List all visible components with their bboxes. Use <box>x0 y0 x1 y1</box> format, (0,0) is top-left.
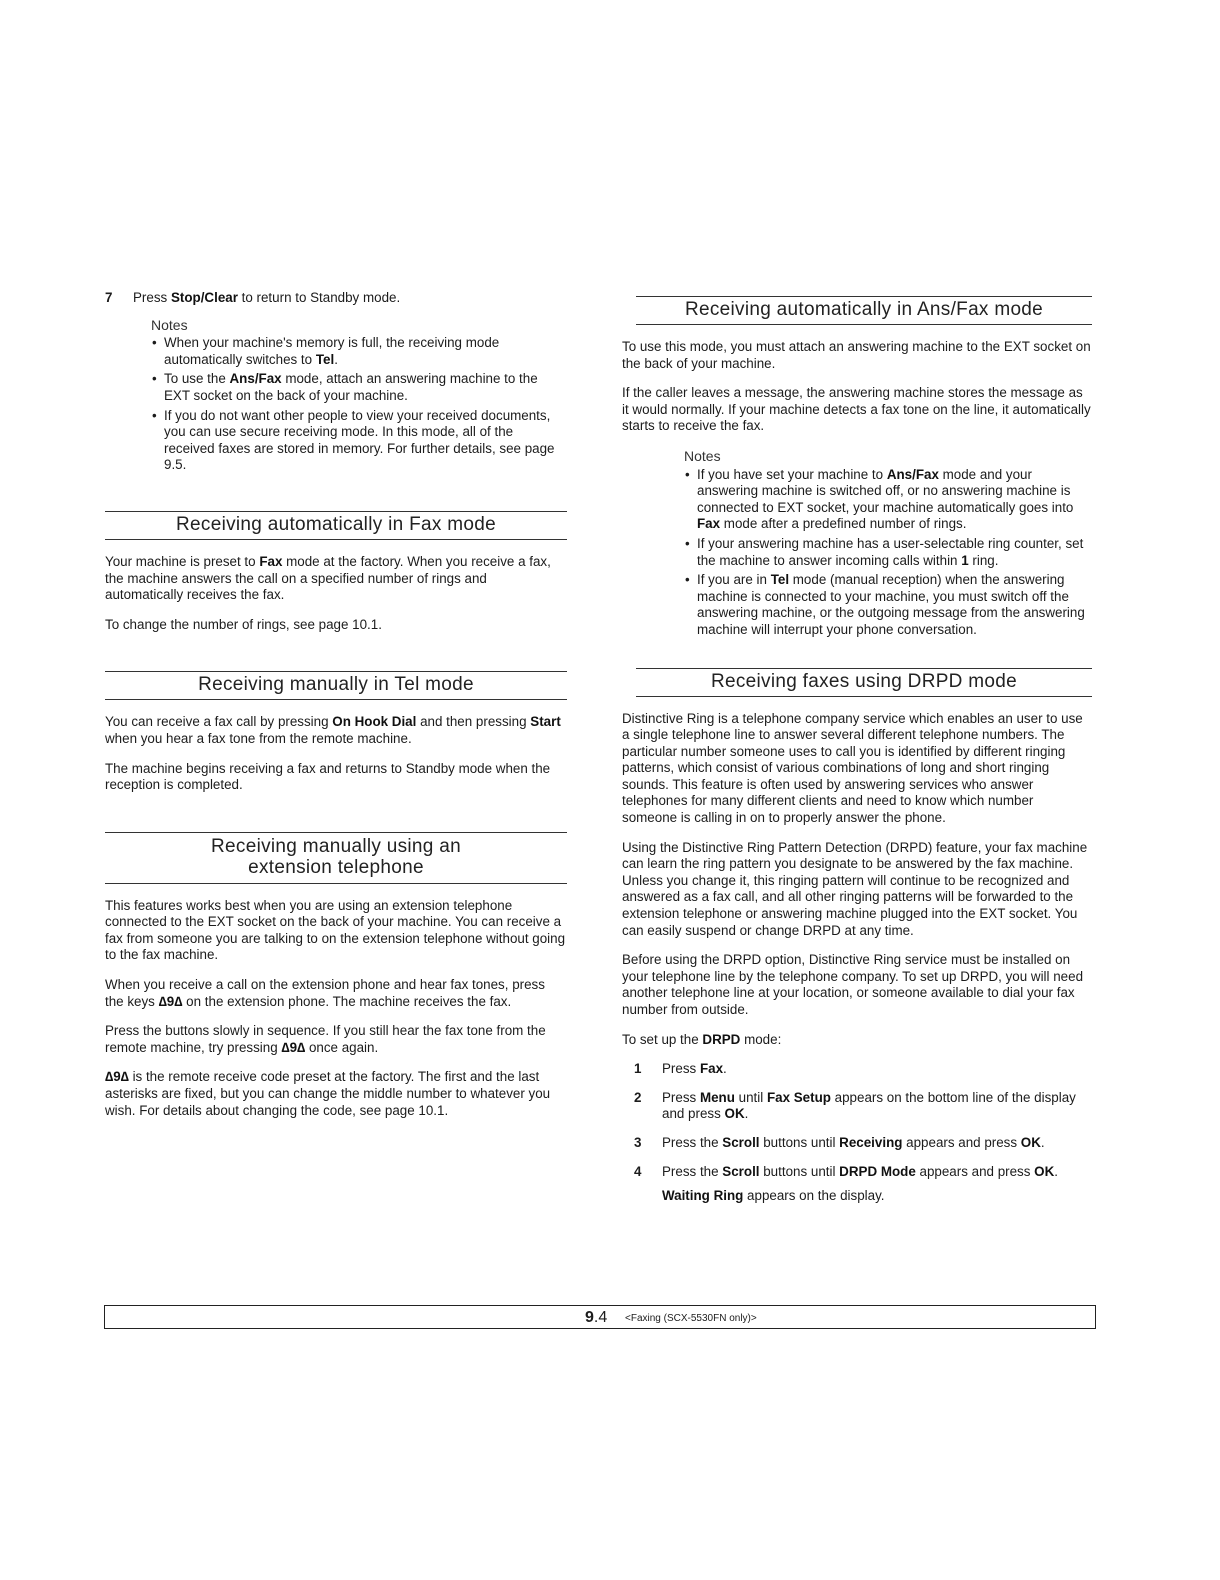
notes-box <box>682 448 1092 639</box>
step-item: 3 Press the Scroll buttons until Receiving appears and press OK. <box>634 1134 1045 1150</box>
page-number: 9.4 <box>585 1309 608 1326</box>
section-heading-extension: Receiving manually using an extension telephone <box>105 832 567 884</box>
step-number: 7 <box>105 290 113 305</box>
step-item: 4 Press the Scroll buttons until DRPD Mode appears and press OK. <box>634 1163 1058 1179</box>
footer-section-title: <Faxing (SCX-5530FN only)> <box>625 1313 757 1324</box>
paragraph: Before using the DRPD option, Distinctive Ring service must be installed on your telephone line by the telephone company. To set up DRPD, you will need another telephone line at your location, or someone available to dial your fax number from outside. <box>622 952 1084 1017</box>
paragraph: Your machine is preset to Fax mode at the factory. When you receive a fax, the machine answers the call on a specified number of rings and automatically receives the fax. <box>105 553 551 603</box>
section-heading-fax-mode: Receiving automatically in Fax mode <box>105 511 567 540</box>
paragraph: To set up the DRPD mode: <box>622 1031 782 1047</box>
notes-title: Notes <box>684 447 721 464</box>
step-text: Press Stop/Clear to return to Standby mode. <box>133 290 401 305</box>
right-column <box>622 296 1092 1205</box>
step-item: 1 Press Fax. <box>634 1061 727 1077</box>
notes-box <box>149 317 567 474</box>
left-column <box>105 290 567 1132</box>
note-item: • When your machine's memory is full, the receiving mode automatically switches to Tel. <box>152 335 500 367</box>
paragraph: Distinctive Ring is a telephone company service which enables an user to use a single telephone line to answer several different telephone numbers. The particular number someone uses to call you is identified by different ringing patterns, which consist of various combinations of long and short ringing sounds. This feature is often used by answering services who answer telephones for many different clients and need to know which number someone is calling in on to properly answer the phone. <box>622 710 1083 826</box>
notes-title: Notes <box>151 316 188 333</box>
section-heading-ansfax: Receiving automatically in Ans/Fax mode <box>636 296 1092 325</box>
paragraph: Press the buttons slowly in sequence. If you still hear the fax tone from the remote machine, try pressing ∆9∆ once again. <box>105 1023 546 1055</box>
paragraph: Using the Distinctive Ring Pattern Detection (DRPD) feature, your fax machine can learn the ring pattern you designate to be answered by the fax machine. Unless you change it, this ringing pattern will continue to be recognized and answered as a fax call, and all other ringing patterns will be forwarded to the extension telephone or answering machine plugged into the EXT socket. You can easily suspend or change DRPD at any time. <box>622 839 1088 938</box>
note-item: • If you do not want other people to view your received documents, you can use secure receiving mode. In this mode, all of the received faxes are stored in memory. For further details, see page 9.5. <box>152 407 555 473</box>
paragraph: To use this mode, you must attach an answering machine to the EXT socket on the back of your machine. <box>622 339 1091 371</box>
note-item: • If your answering machine has a user-selectable ring counter, set the machine to answer incoming calls within 1 ring. <box>685 535 1084 568</box>
paragraph: If the caller leaves a message, the answering machine stores the message as it would normally. If your machine detects a fax tone on the line, it automatically starts to receive the fax. <box>622 385 1091 434</box>
paragraph: When you receive a call on the extension phone and hear fax tones, press the keys ∆9∆ on the extension phone. The machine receives the fax. <box>105 977 545 1009</box>
paragraph: To change the number of rings, see page 10.1. <box>105 616 382 632</box>
paragraph: ∆9∆ is the remote receive code preset at the factory. The first and the last asterisks are fixed, but you can change the middle number to whatever you wish. For details about changing the code, see page 10.1. <box>105 1069 551 1118</box>
paragraph: The machine begins receiving a fax and returns to Standby mode when the reception is completed. <box>105 760 551 793</box>
section-heading-drpd: Receiving faxes using DRPD mode <box>636 668 1092 697</box>
step-item: 2 Press Menu until Fax Setup appears on the bottom line of the display and press OK. <box>634 1089 1076 1122</box>
note-item: • If you have set your machine to Ans/Fax mode and your answering machine is switched off, or no answering machine is connected to EXT socket, your machine automatically goes into Fax mode after a predefined number of rings. <box>685 466 1074 532</box>
paragraph: You can receive a fax call by pressing On Hook Dial and then pressing Start when you hear a fax tone from the remote machine. <box>105 714 561 746</box>
step-note: Waiting Ring appears on the display. <box>662 1188 885 1204</box>
note-item: • If you are in Tel mode (manual reception) when the answering machine is connected to your machine, you must switch off the answering machine, or the outgoing message from the answering machine will interrupt your phone conversation. <box>685 572 1085 637</box>
step-7 <box>105 290 567 307</box>
section-heading-tel-mode: Receiving manually in Tel mode <box>105 671 567 700</box>
note-item: • To use the Ans/Fax mode, attach an answering machine to the EXT socket on the back of your machine. <box>152 371 538 403</box>
paragraph: This features works best when you are using an extension telephone connected to the EXT socket on the back of your machine. You can receive a fax from someone you are talking to on the extension telephone without going to the fax machine. <box>105 897 566 963</box>
steps-list <box>634 1061 1092 1205</box>
page-footer <box>104 1305 1096 1329</box>
